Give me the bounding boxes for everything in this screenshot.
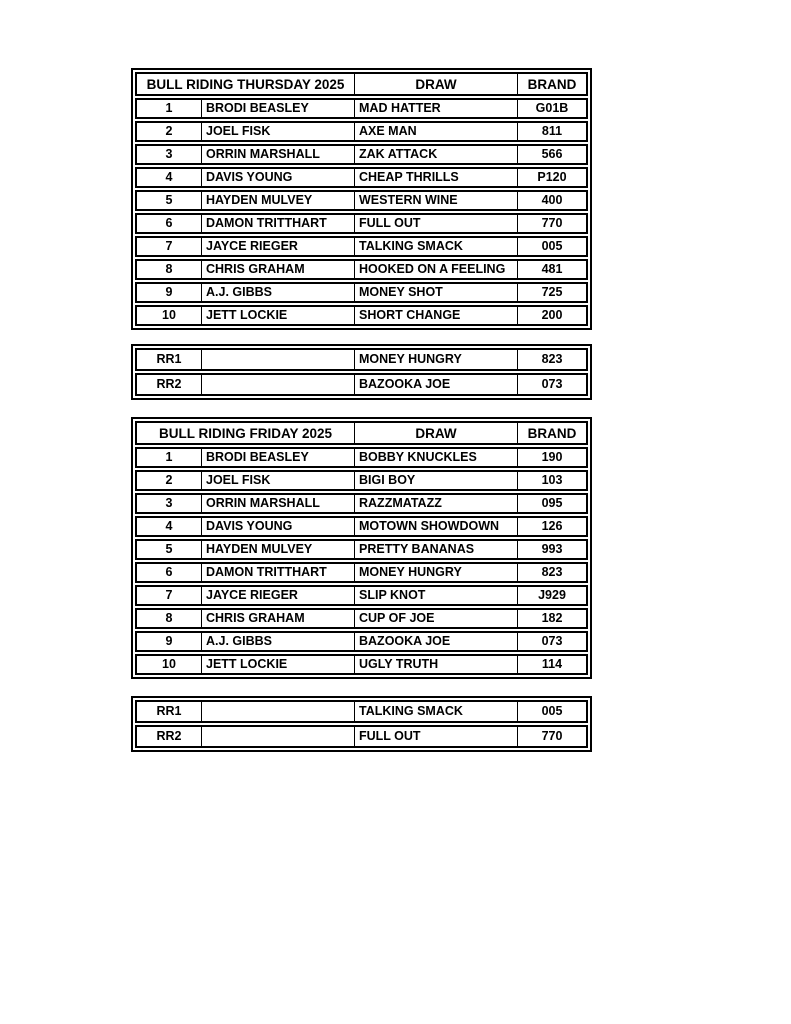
- rider-name-cell: DAVIS YOUNG: [202, 169, 355, 186]
- brand-number-cell: J929: [538, 588, 566, 602]
- bull-name-cell: BIGI BOY: [355, 472, 518, 489]
- entry-number-cell: 7: [137, 587, 202, 604]
- bull-name-cell: SHORT CHANGE: [355, 307, 518, 324]
- bull-name-cell: SLIP KNOT: [355, 587, 518, 604]
- rider-name-cell: CHRIS GRAHAM: [202, 610, 355, 627]
- bull-name-cell: TALKING SMACK: [355, 702, 518, 721]
- rider-name-cell: DAVIS YOUNG: [202, 518, 355, 535]
- rider-name-cell: JETT LOCKIE: [202, 307, 355, 324]
- table-row: [135, 608, 588, 629]
- brand-number-cell: G01B: [535, 101, 569, 115]
- brand-number-cell: 400: [541, 193, 563, 207]
- draw-column-header: DRAW: [355, 74, 518, 94]
- entry-number-cell: 2: [137, 472, 202, 489]
- rider-name-cell: HAYDEN MULVEY: [202, 192, 355, 209]
- entry-number-cell: RR1: [137, 350, 202, 369]
- table-row: [135, 144, 588, 165]
- table-row: [135, 98, 588, 119]
- rider-name-cell: JOEL FISK: [202, 472, 355, 489]
- table-row: [135, 539, 588, 560]
- table-row: [135, 259, 588, 280]
- table-row: [135, 121, 588, 142]
- brand-number-cell: P120: [537, 170, 567, 184]
- brand-number-cell: 811: [541, 124, 563, 138]
- bull-name-cell: UGLY TRUTH: [355, 656, 518, 673]
- entry-number-cell: 3: [137, 146, 202, 163]
- bull-name-cell: CHEAP THRILLS: [355, 169, 518, 186]
- brand-number-cell: 725: [541, 285, 563, 299]
- rider-name-cell: A.J. GIBBS: [202, 284, 355, 301]
- table-title: BULL RIDING FRIDAY 2025: [137, 423, 355, 443]
- entry-number-cell: 8: [137, 610, 202, 627]
- entry-number-cell: 5: [137, 192, 202, 209]
- entry-number-cell: 9: [137, 633, 202, 650]
- bull-name-cell: TALKING SMACK: [355, 238, 518, 255]
- table-row: [135, 631, 588, 652]
- entry-number-cell: 4: [137, 169, 202, 186]
- bull-name-cell: MONEY HUNGRY: [355, 350, 518, 369]
- table-row: [135, 654, 588, 675]
- bull-name-cell: CUP OF JOE: [355, 610, 518, 627]
- rider-name-cell: ORRIN MARSHALL: [202, 495, 355, 512]
- brand-number-cell: 005: [541, 704, 563, 718]
- rider-name-cell: [202, 702, 355, 721]
- bull-name-cell: HOOKED ON A FEELING: [355, 261, 518, 278]
- entry-number-cell: 9: [137, 284, 202, 301]
- table-row: [135, 725, 588, 748]
- table-row: [135, 447, 588, 468]
- thursday-table-header-row: [135, 72, 588, 96]
- brand-number-cell: 114: [541, 657, 563, 671]
- entry-number-cell: 6: [137, 564, 202, 581]
- entry-number-cell: RR1: [137, 702, 202, 721]
- brand-number-cell: 190: [541, 450, 563, 464]
- rider-name-cell: ORRIN MARSHALL: [202, 146, 355, 163]
- rider-name-cell: JOEL FISK: [202, 123, 355, 140]
- thursday-draw-table: [131, 68, 592, 330]
- entry-number-cell: RR2: [137, 727, 202, 746]
- brand-number-cell: 566: [541, 147, 563, 161]
- table-row: [135, 585, 588, 606]
- rider-name-cell: CHRIS GRAHAM: [202, 261, 355, 278]
- thursday-reride-table: [131, 344, 592, 400]
- table-row: [135, 516, 588, 537]
- brand-column-header: BRAND: [527, 76, 577, 92]
- table-row: [135, 348, 588, 371]
- bull-name-cell: FULL OUT: [355, 727, 518, 746]
- rider-name-cell: DAMON TRITTHART: [202, 564, 355, 581]
- entry-number-cell: 10: [137, 307, 202, 324]
- entry-number-cell: 3: [137, 495, 202, 512]
- table-row: [135, 562, 588, 583]
- bull-name-cell: AXE MAN: [355, 123, 518, 140]
- brand-number-cell: 095: [541, 496, 563, 510]
- brand-number-cell: 993: [541, 542, 563, 556]
- table-row: [135, 282, 588, 303]
- table-title: BULL RIDING THURSDAY 2025: [137, 74, 355, 94]
- brand-number-cell: 481: [541, 262, 563, 276]
- rider-name-cell: [202, 375, 355, 394]
- draw-column-header: DRAW: [355, 423, 518, 443]
- bull-name-cell: BAZOOKA JOE: [355, 375, 518, 394]
- rider-name-cell: BRODI BEASLEY: [202, 100, 355, 117]
- rider-name-cell: [202, 350, 355, 369]
- rider-name-cell: JETT LOCKIE: [202, 656, 355, 673]
- rider-name-cell: [202, 727, 355, 746]
- rider-name-cell: JAYCE RIEGER: [202, 238, 355, 255]
- entry-number-cell: 10: [137, 656, 202, 673]
- entry-number-cell: RR2: [137, 375, 202, 394]
- table-row: [135, 470, 588, 491]
- table-row: [135, 236, 588, 257]
- bull-name-cell: MONEY HUNGRY: [355, 564, 518, 581]
- rider-name-cell: HAYDEN MULVEY: [202, 541, 355, 558]
- rider-name-cell: BRODI BEASLEY: [202, 449, 355, 466]
- bull-name-cell: WESTERN WINE: [355, 192, 518, 209]
- brand-number-cell: 005: [541, 239, 563, 253]
- entry-number-cell: 8: [137, 261, 202, 278]
- table-row: [135, 305, 588, 326]
- bull-name-cell: ZAK ATTACK: [355, 146, 518, 163]
- brand-column-header: BRAND: [527, 425, 577, 441]
- bull-name-cell: RAZZMATAZZ: [355, 495, 518, 512]
- brand-number-cell: 103: [541, 473, 563, 487]
- table-row: [135, 190, 588, 211]
- entry-number-cell: 1: [137, 100, 202, 117]
- friday-table-header-row: [135, 421, 588, 445]
- entry-number-cell: 4: [137, 518, 202, 535]
- brand-number-cell: 073: [541, 634, 563, 648]
- bull-name-cell: BAZOOKA JOE: [355, 633, 518, 650]
- friday-reride-table: [131, 696, 592, 752]
- brand-number-cell: 182: [541, 611, 563, 625]
- rider-name-cell: DAMON TRITTHART: [202, 215, 355, 232]
- table-row: [135, 700, 588, 723]
- table-row: [135, 213, 588, 234]
- brand-number-cell: 770: [541, 216, 563, 230]
- brand-number-cell: 823: [541, 352, 563, 366]
- brand-number-cell: 200: [541, 308, 563, 322]
- brand-number-cell: 770: [541, 729, 563, 743]
- table-row: [135, 167, 588, 188]
- bull-name-cell: PRETTY BANANAS: [355, 541, 518, 558]
- brand-number-cell: 126: [541, 519, 563, 533]
- bull-name-cell: FULL OUT: [355, 215, 518, 232]
- friday-draw-table: [131, 417, 592, 679]
- entry-number-cell: 1: [137, 449, 202, 466]
- entry-number-cell: 2: [137, 123, 202, 140]
- rider-name-cell: JAYCE RIEGER: [202, 587, 355, 604]
- entry-number-cell: 7: [137, 238, 202, 255]
- bull-name-cell: MAD HATTER: [355, 100, 518, 117]
- entry-number-cell: 6: [137, 215, 202, 232]
- entry-number-cell: 5: [137, 541, 202, 558]
- brand-number-cell: 073: [541, 377, 563, 391]
- draw-sheet-page: [131, 68, 592, 752]
- bull-name-cell: MOTOWN SHOWDOWN: [355, 518, 518, 535]
- bull-name-cell: BOBBY KNUCKLES: [355, 449, 518, 466]
- brand-number-cell: 823: [541, 565, 563, 579]
- bull-name-cell: MONEY SHOT: [355, 284, 518, 301]
- table-row: [135, 493, 588, 514]
- rider-name-cell: A.J. GIBBS: [202, 633, 355, 650]
- table-row: [135, 373, 588, 396]
